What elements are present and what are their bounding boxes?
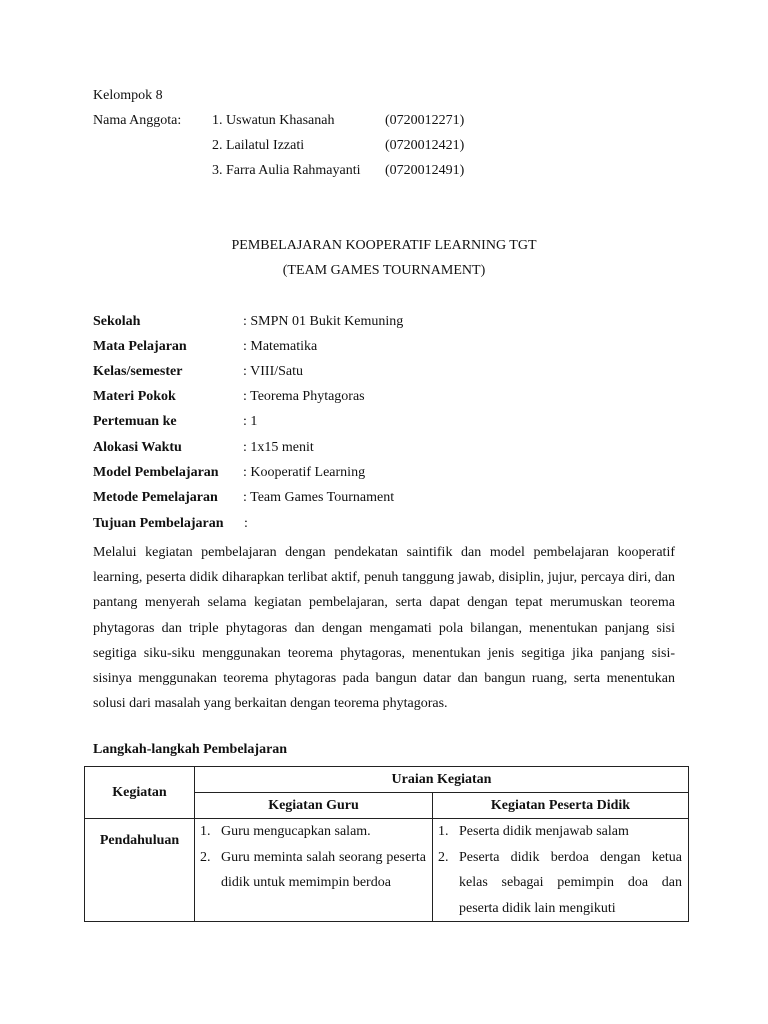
list-number: 2. — [200, 849, 211, 865]
info-value: : VIII/Satu — [243, 364, 304, 379]
members-label: Nama Anggota: — [93, 113, 182, 128]
guru-list — [195, 819, 432, 896]
info-value: : — [244, 516, 248, 531]
info-value: : Team Games Tournament — [243, 490, 395, 505]
info-label: Sekolah — [93, 314, 141, 329]
document-title: PEMBELAJARAN KOOPERATIF LEARNING TGT — [231, 238, 537, 253]
header-kegiatan: Kegiatan — [85, 767, 195, 819]
info-label: Pertemuan ke — [93, 414, 177, 429]
member-id: (0720012491) — [385, 163, 465, 178]
info-value: : Matematika — [243, 339, 318, 354]
list-text: Peserta didik berdoa dengan ketua kelas sebagai pemimpin doa dan peserta didik lain mengikuti — [459, 849, 683, 916]
activity-table — [84, 766, 689, 922]
info-value: : 1 — [243, 414, 258, 429]
info-label: Metode Pemelajaran — [93, 490, 218, 505]
row-kegiatan: Pendahuluan — [85, 819, 195, 922]
list-item — [195, 819, 432, 845]
info-value: : Kooperatif Learning — [243, 465, 366, 480]
header-uraian: Uraian Kegiatan — [195, 767, 689, 793]
member-name: 3. Farra Aulia Rahmayanti — [212, 163, 361, 178]
info-value: : SMPN 01 Bukit Kemuning — [243, 314, 404, 329]
info-value: : Teorema Phytagoras — [243, 389, 365, 404]
info-label: Materi Pokok — [93, 389, 176, 404]
objective-paragraph: Melalui kegiatan pembelajaran dengan pendekatan saintifik dan model pembelajaran kooperatif learning, peserta didik diharapkan terlibat aktif, penuh tanggung jawab, disiplin, jujur, percaya diri, dan pantang menyerah selama kegiatan pembelajaran, serta dapat dengan tepat merumuskan teorema phytagoras dan triple phytagoras dan dengan mengamati pola bilangan, menentukan panjang sisi segitiga siku-siku menggunakan teorema phytagoras, menentukan jenis segitiga jika panjang sisi-sisinya menggunakan teorema phytagoras pada bangun datar dan bangun ruang, serta menentukan solusi dari masalah yang berkaitan dengan teorema phytagoras. — [93, 545, 675, 712]
list-number: 1. — [200, 824, 211, 839]
info-label: Kelas/semester — [93, 364, 183, 379]
list-text: Guru mengucapkan salam. — [221, 824, 371, 839]
steps-heading: Langkah-langkah Pembelajaran — [93, 742, 288, 757]
info-label: Tujuan Pembelajaran — [93, 516, 224, 531]
member-id: (0720012271) — [385, 113, 465, 128]
list-number: 1. — [438, 824, 449, 839]
info-label: Mata Pelajaran — [93, 339, 187, 354]
member-name: 1. Uswatun Khasanah — [212, 113, 335, 128]
member-name: 2. Lailatul Izzati — [212, 138, 305, 153]
list-text: Peserta didik menjawab salam — [459, 824, 629, 839]
list-number: 2. — [438, 849, 449, 865]
list-item — [195, 845, 432, 896]
list-item — [433, 845, 688, 922]
row-guru-cell — [195, 819, 433, 922]
info-value: : 1x15 menit — [243, 440, 314, 455]
header-peserta: Kegiatan Peserta Didik — [433, 793, 689, 819]
document-subtitle: (TEAM GAMES TOURNAMENT) — [282, 263, 486, 278]
header-guru: Kegiatan Guru — [195, 793, 433, 819]
info-label: Alokasi Waktu — [93, 440, 182, 455]
list-text: Guru meminta salah seorang peserta didik untuk memimpin berdoa — [221, 849, 426, 890]
table-row — [85, 819, 689, 922]
info-label: Model Pembelajaran — [93, 465, 219, 480]
member-id: (0720012421) — [385, 138, 465, 153]
group-label: Kelompok 8 — [93, 88, 163, 103]
peserta-list — [433, 819, 688, 921]
list-item — [433, 819, 688, 845]
row-peserta-cell — [433, 819, 689, 922]
table-header-row — [85, 767, 689, 793]
